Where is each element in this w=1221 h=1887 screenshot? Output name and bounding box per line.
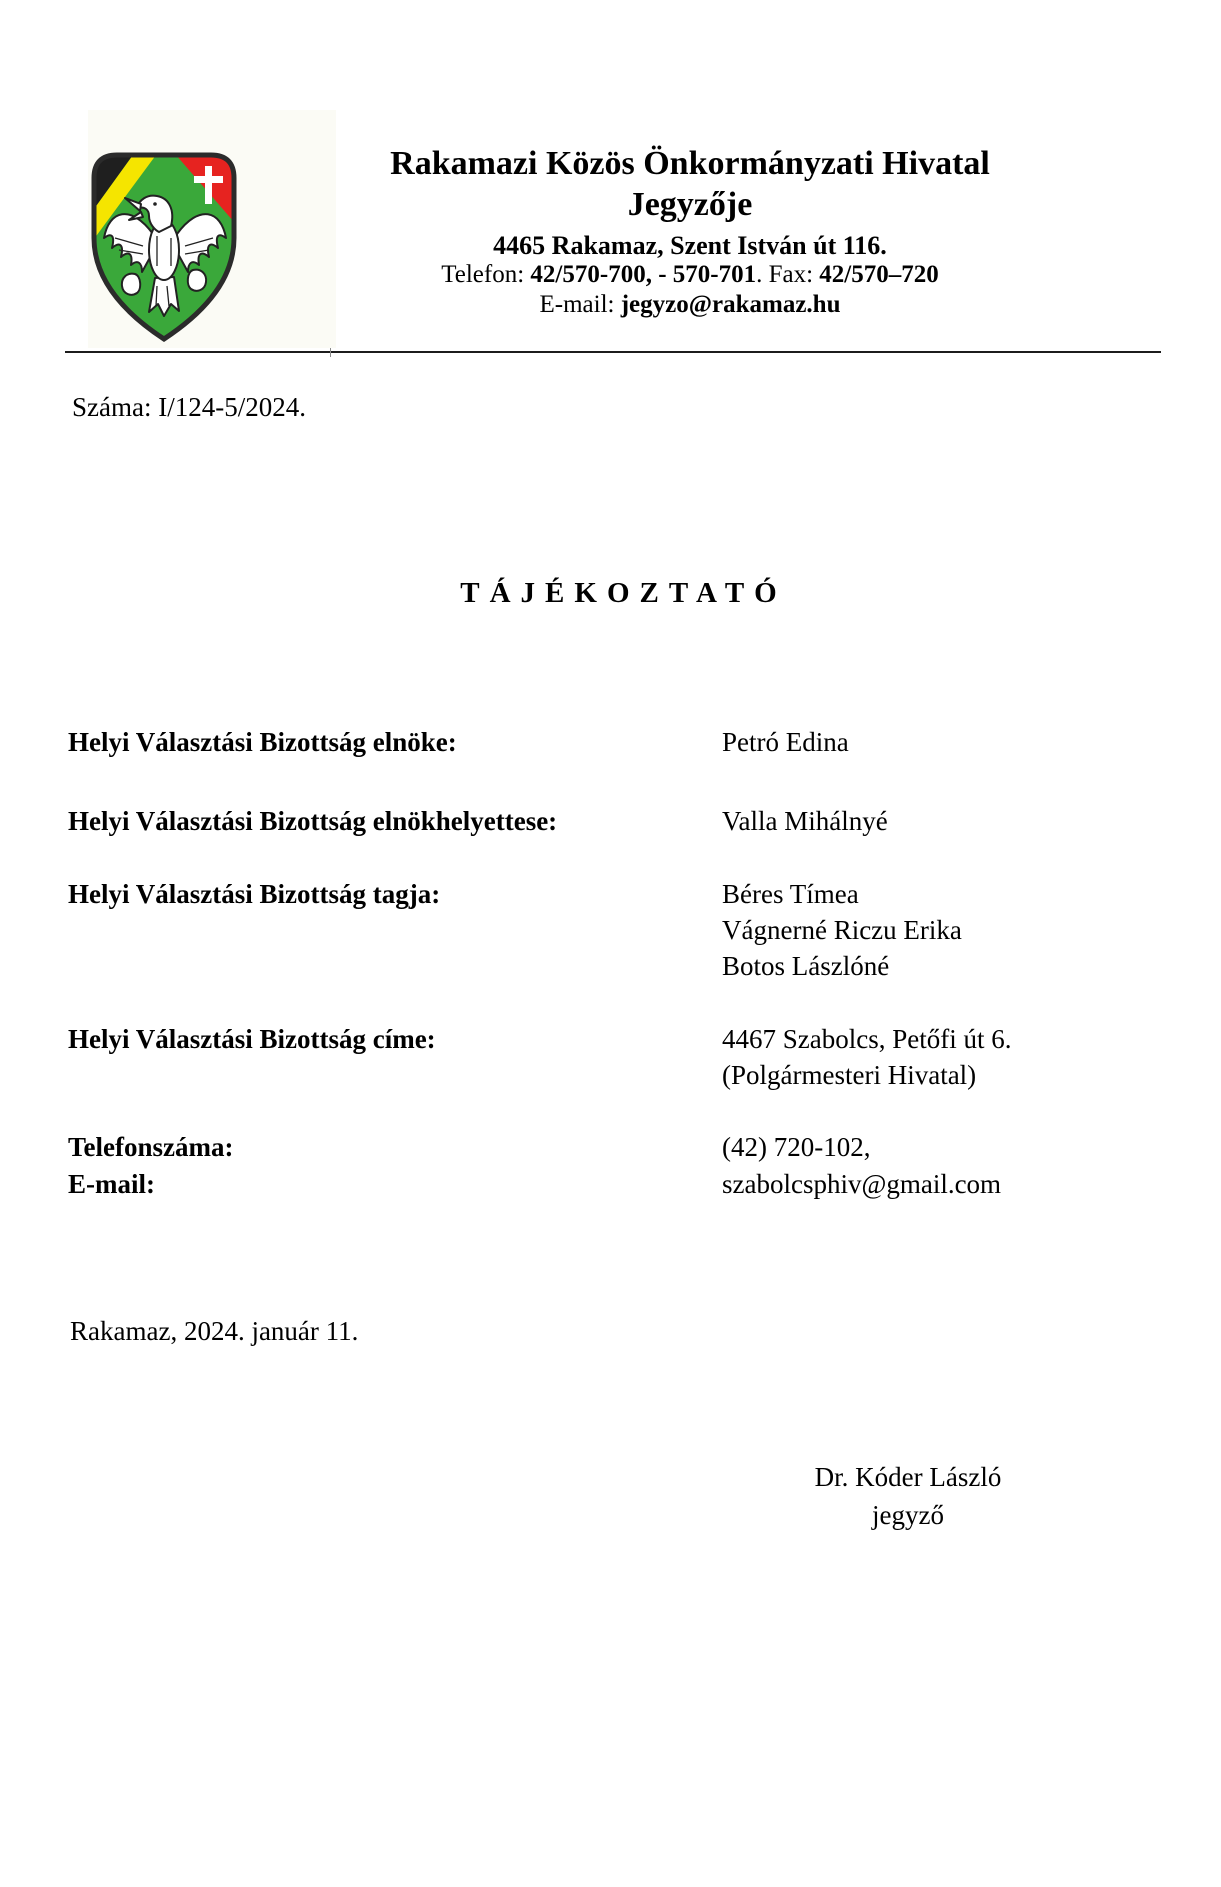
row-label-contact	[68, 1129, 233, 1203]
email-row-label: E-mail:	[68, 1169, 155, 1199]
row-label-cime: Helyi Választási Bizottság címe:	[68, 1024, 436, 1054]
email-row-value: szabolcsphiv@gmail.com	[722, 1169, 1002, 1199]
document-number: Száma: I/124-5/2024.	[72, 392, 306, 422]
fax-label: . Fax:	[756, 261, 820, 288]
address-line: 4467 Szabolcs, Petőfi út 6.	[722, 1024, 1012, 1054]
phone-numbers: 42/570-700, - 570-701	[530, 261, 757, 288]
scan-artifact-tick	[330, 348, 331, 357]
header-separator-rule	[65, 351, 1161, 353]
header-address: 4465 Rakamaz, Szent István út 116.	[493, 231, 887, 260]
document-title: TÁJÉKOZTATÓ	[460, 577, 787, 609]
header-org-name: Rakamazi Közös Önkormányzati Hivatal	[390, 145, 990, 182]
header-email-line	[240, 291, 1140, 320]
header-phone-line	[240, 261, 1140, 290]
phone-label: Telefon:	[441, 261, 531, 288]
row-value-tagja	[722, 876, 962, 984]
email-label: E-mail:	[539, 291, 621, 318]
member-name: Vágnerné Riczu Erika	[722, 915, 962, 945]
phone-row-label: Telefonszáma:	[68, 1132, 234, 1162]
date-line: Rakamaz, 2024. január 11.	[70, 1316, 359, 1346]
address-line: (Polgármesteri Hivatal)	[722, 1060, 977, 1090]
row-label-elnokhelyettes: Helyi Választási Bizottság elnökhelyettese:	[68, 806, 558, 836]
row-value-contact	[722, 1129, 1001, 1203]
fax-number: 42/570–720	[819, 261, 939, 288]
member-name: Botos Lászlóné	[722, 951, 890, 981]
email-value: jegyzo@rakamaz.hu	[620, 291, 841, 318]
member-name: Béres Tímea	[722, 879, 859, 909]
row-value-cime	[722, 1021, 1011, 1093]
header-org-title: Jegyzője	[627, 186, 753, 223]
signature-block	[758, 1458, 1058, 1534]
row-label-tagja: Helyi Választási Bizottság tagja:	[68, 879, 441, 909]
rakamaz-coat-of-arms-icon	[85, 146, 243, 347]
row-label-elnoke: Helyi Választási Bizottság elnöke:	[68, 727, 457, 757]
phone-row-value: (42) 720-102,	[722, 1132, 871, 1162]
row-value-elnoke: Petró Edina	[722, 727, 849, 757]
signature-name: Dr. Kóder László	[814, 1462, 1002, 1492]
signature-title: jegyző	[872, 1500, 944, 1530]
row-value-elnokhelyettes: Valla Mihálnyé	[722, 806, 888, 836]
